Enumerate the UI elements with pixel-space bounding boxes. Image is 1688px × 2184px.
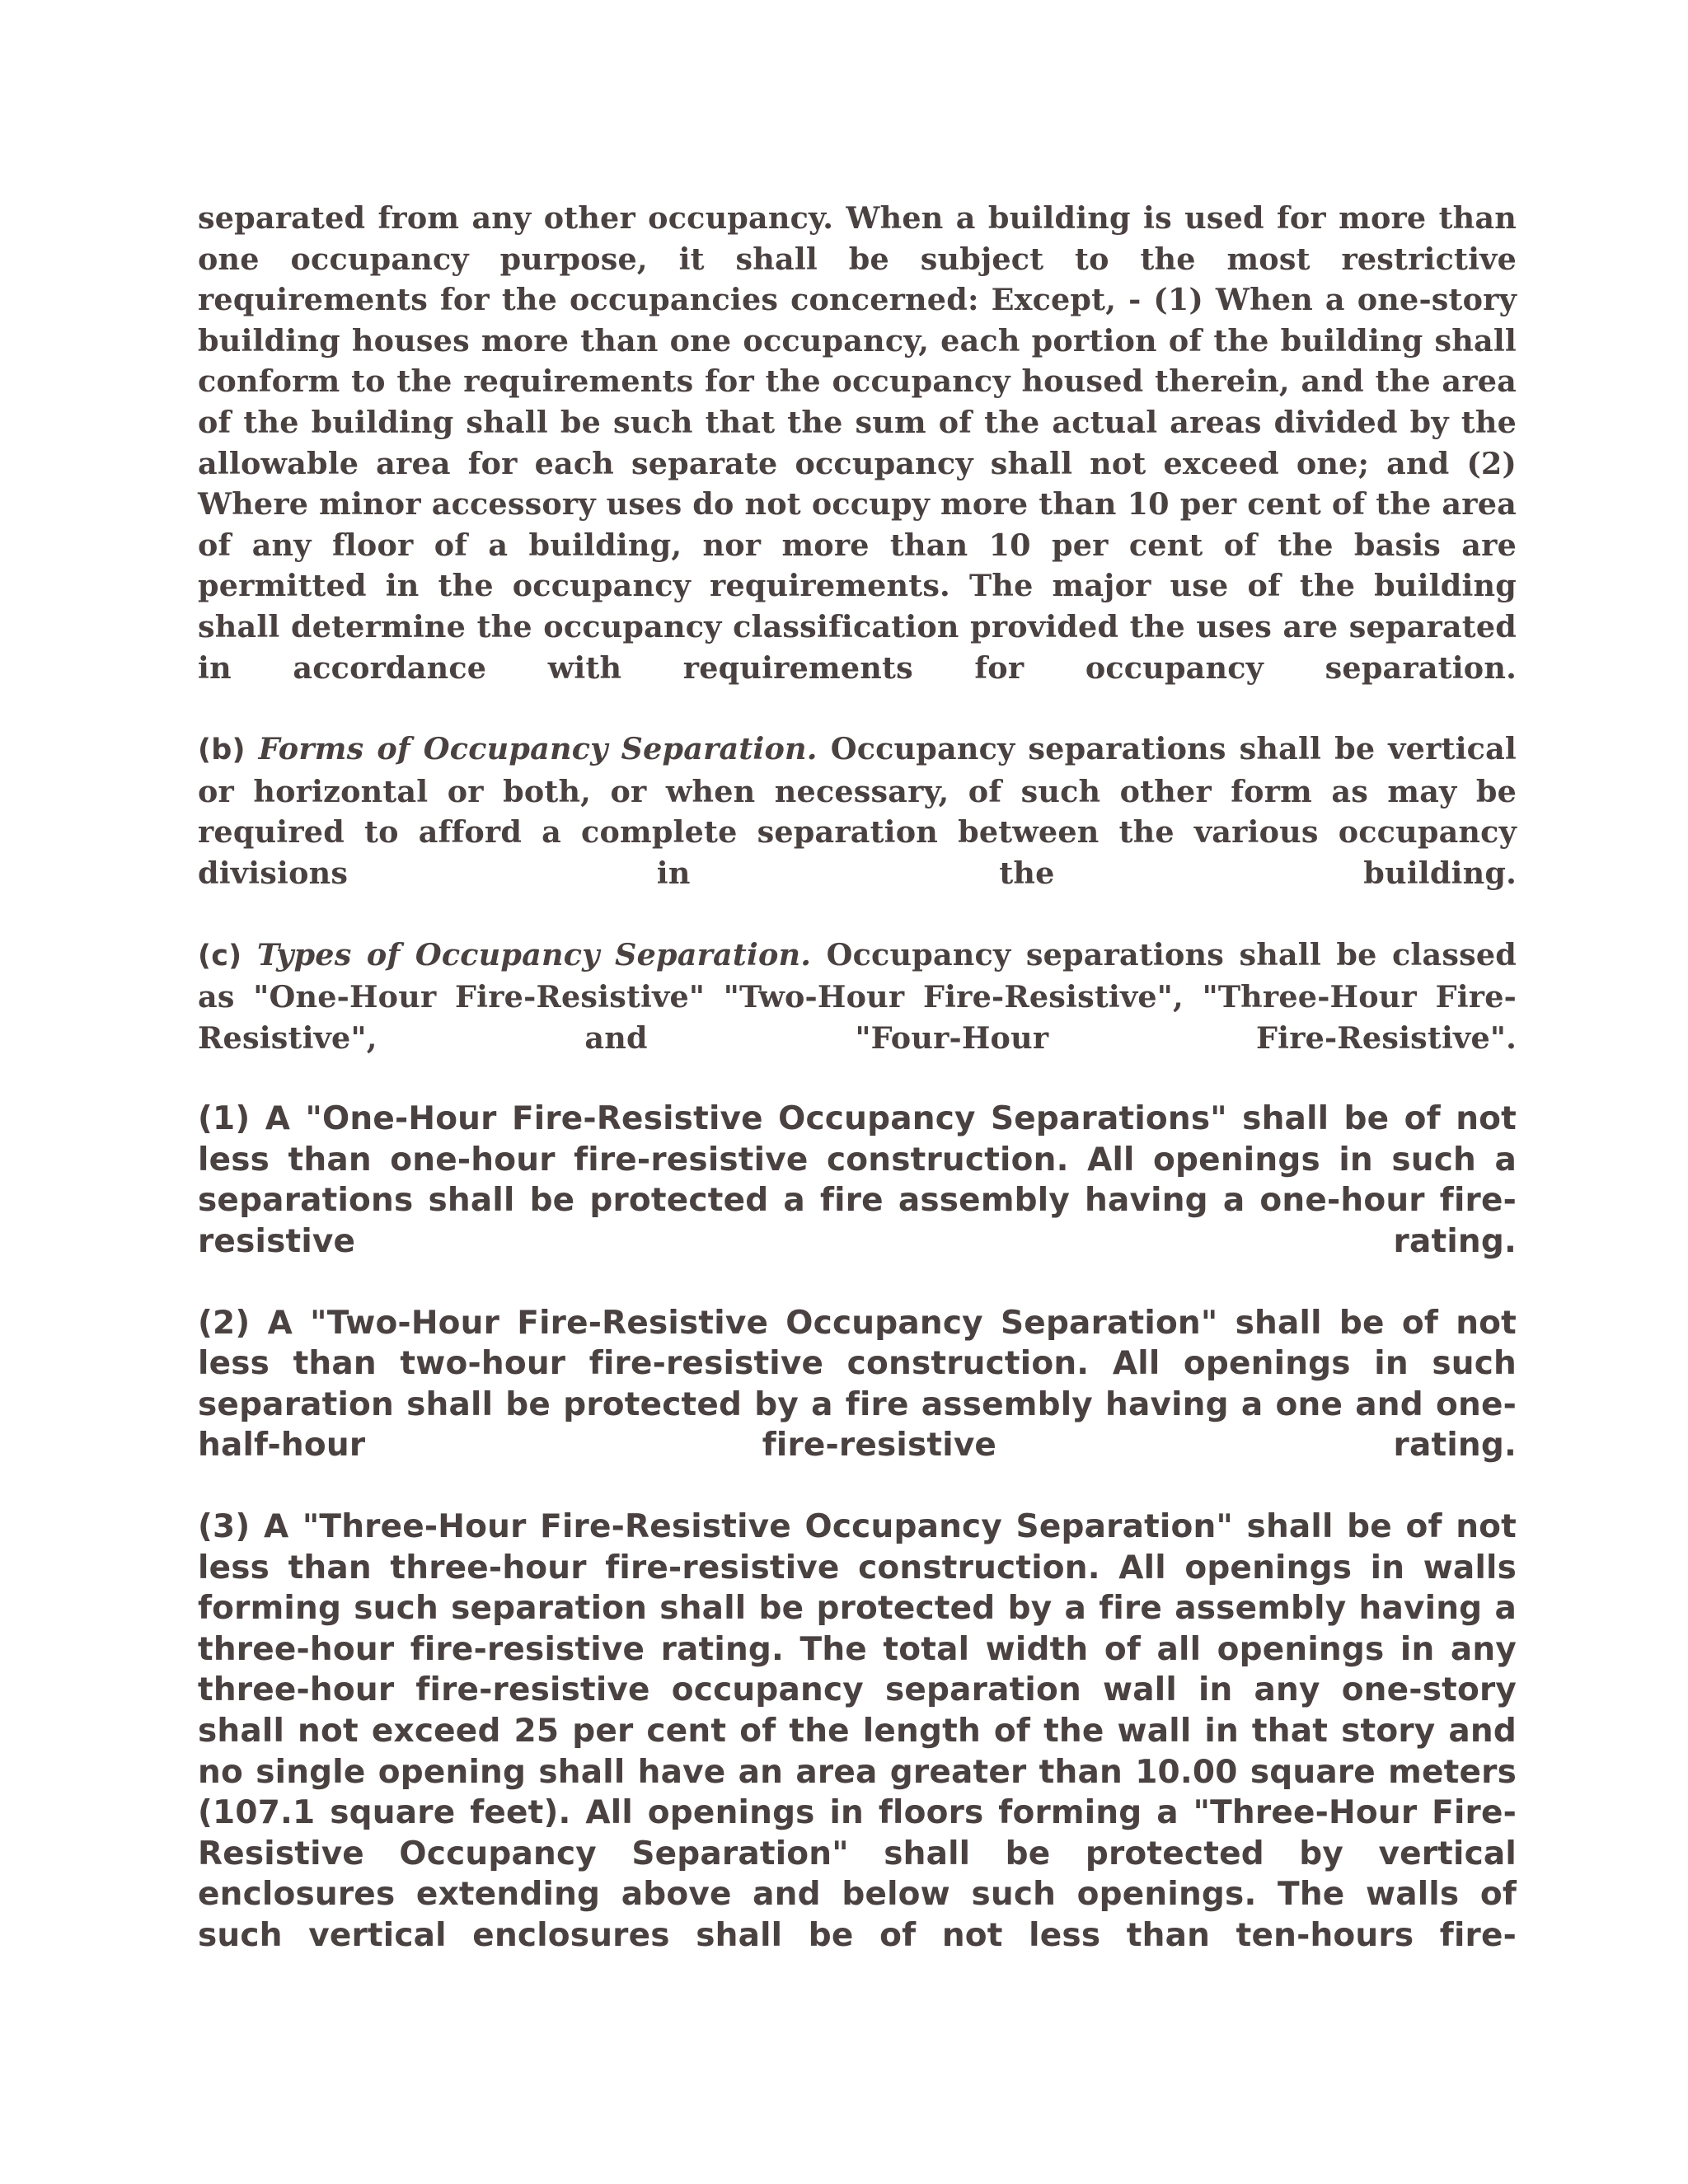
intro-paragraph: separated from any other occupancy. When a building is used for more than one occupancy purpose, it shall be subject to the most restrictive requirements for the occupancies concerned: Except, - (1) When a one-story building houses more than one occupancy, each portion of the building shall conform to the requirements for the occupancy housed therein, and the area of the building shall be such that the sum of the actual areas divided by the allowable area for each separate occupancy shall not exceed one; and (2) Where minor accessory uses do not occupy more than 10 per cent of the area of any floor of a building, nor more than 10 per cent of the basis are permitted in the occupancy requirements. The major use of the building shall determine the occupancy classification provided the uses are separated in accordance with requirements for occupancy separation. (198, 200, 1517, 686)
item-2-paragraph: (2) A "Two-Hour Fire-Resistive Occupancy Separation" shall be of not less than two-hour fire-resistive construction. All openings in such separation shall be protected by a fire assembly having a one and one-half-hour fire-resistive rating. (198, 1304, 1517, 1465)
section-b-text: Occupancy separations shall be vertical or horizontal or both, or when necessary, of such other form as may be required to afford a complete separation between the various occupancy divisions in the building. (198, 731, 1517, 891)
section-c-heading: Types of Occupancy Separation. (256, 936, 812, 972)
section-c-label: (c) (198, 939, 242, 972)
section-b-paragraph (198, 729, 1517, 893)
document-page (198, 198, 1517, 1957)
item-3-paragraph: (3) A "Three-Hour Fire-Resistive Occupancy Separation" shall be of not less than three-hour fire-resistive construction. All openings in walls forming such separation shall be protected by a fire assembly having a three-hour fire-resistive rating. The total width of all openings in any three-hour fire-resistive occupancy separation wall in any one-story shall not exceed 25 per cent of the length of the wall in that story and no single opening shall have an area greater than 10.00 square meters (107.1 square feet). All openings in floors forming a "Three-Hour Fire-Resistive Occupancy Separation" shall be protected by vertical enclosures extending above and below such openings. The walls of such vertical enclosures shall be of not less than ten-hours fire- (198, 1508, 1517, 1954)
section-c-text: Occupancy separations shall be classed as "One-Hour Fire-Resistive" "Two-Hour Fire-Resistive", "Three-Hour Fire-Resistive", and "Four-Hour Fire-Resistive". (198, 936, 1517, 1056)
section-b-label: (b) (198, 733, 246, 767)
section-c-paragraph (198, 935, 1517, 1059)
section-b-heading: Forms of Occupancy Separation. (258, 731, 818, 767)
item-1-paragraph: (1) A "One-Hour Fire-Resistive Occupancy Separations" shall be of not less than one-hour fire-resistive construction. All openings in such a separations shall be protected a fire assembly having a one-hour fire-resistive rating. (198, 1100, 1517, 1261)
